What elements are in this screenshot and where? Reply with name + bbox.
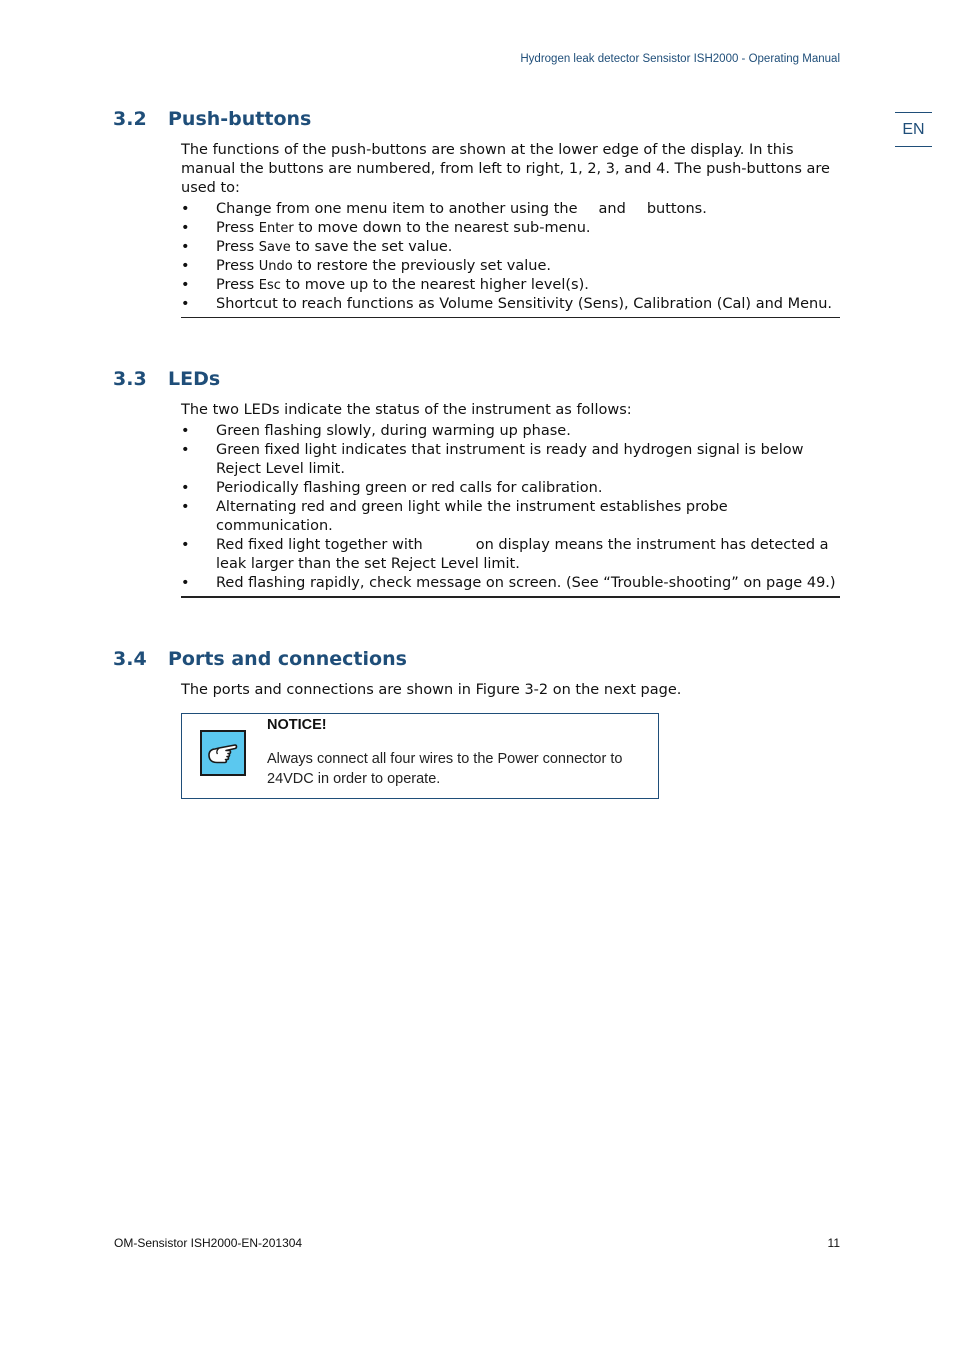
- section-title: Push-buttons: [168, 108, 312, 130]
- bullet-list: [181, 200, 840, 314]
- footer-doc-id: OM-Sensistor ISH2000-EN-201304: [114, 1236, 303, 1250]
- button-code: Undo: [258, 259, 293, 274]
- notice-text: Always connect all four wires to the Power connector to 24VDC in order to operate.: [267, 751, 623, 787]
- list-item: • Periodically flashing green or red calls for calibration.: [181, 480, 603, 496]
- section-title: Ports and connections: [168, 648, 407, 670]
- page-number: 11: [827, 1236, 840, 1250]
- list-item: • Green fixed light indicates that instrument is ready and hydrogen signal is below Reject Level limit.: [181, 442, 804, 477]
- section-number: 3.3: [113, 368, 147, 390]
- section-intro: The ports and connections are shown in Figure 3-2 on the next page.: [181, 682, 682, 698]
- section-number: 3.4: [113, 648, 147, 670]
- list-item: • Change from one menu item to another using the and buttons.: [181, 201, 707, 217]
- list-item: • Press Undo to restore the previously set value.: [181, 258, 551, 274]
- list-item: • Press Esc to move up to the nearest higher level(s).: [181, 277, 589, 293]
- list-item: • Red flashing rapidly, check message on screen. (See “Trouble-shooting” on page 49.): [181, 575, 836, 591]
- section-divider: [181, 317, 840, 318]
- list-item: • Shortcut to reach functions as Volume Sensitivity (Sens), Calibration (Cal) and Menu.: [181, 296, 833, 312]
- list-item: • Press Enter to move down to the nearest sub-menu.: [181, 220, 591, 236]
- section-heading: [113, 108, 311, 130]
- section-body: [181, 681, 840, 700]
- section-heading: [113, 368, 220, 390]
- section-body: [181, 401, 840, 598]
- list-item: • Green flashing slowly, during warming up phase.: [181, 423, 571, 439]
- section-divider: [181, 596, 840, 598]
- notice-title: NOTICE!: [267, 717, 327, 733]
- section-intro: The two LEDs indicate the status of the instrument as follows:: [181, 402, 632, 418]
- section-number: 3.2: [113, 108, 147, 130]
- list-item: • Red fixed light together with on display means the instrument has detected a leak larger than the set Reject Level limit.: [181, 537, 829, 572]
- section-title: LEDs: [168, 368, 221, 390]
- button-code: Esc: [258, 278, 281, 293]
- section-intro: The functions of the push-buttons are shown at the lower edge of the display. In this manual the buttons are numbered, from left to right, 1, 2, 3, and 4. The push-buttons are used to:: [181, 142, 830, 196]
- bullet-list: [181, 422, 840, 593]
- list-item: • Alternating red and green light while the instrument establishes probe communication.: [181, 499, 728, 534]
- running-header: Hydrogen leak detector Sensistor ISH2000 - Operating Manual: [520, 53, 840, 65]
- pointing-hand-icon: [200, 730, 246, 776]
- list-item: • Press Save to save the set value.: [181, 239, 453, 255]
- language-tab[interactable]: EN: [895, 112, 932, 147]
- section-body: [181, 141, 840, 318]
- section-heading: [113, 648, 407, 670]
- button-code: Save: [258, 240, 291, 255]
- button-code: Enter: [258, 221, 294, 236]
- notice-box: [181, 713, 659, 799]
